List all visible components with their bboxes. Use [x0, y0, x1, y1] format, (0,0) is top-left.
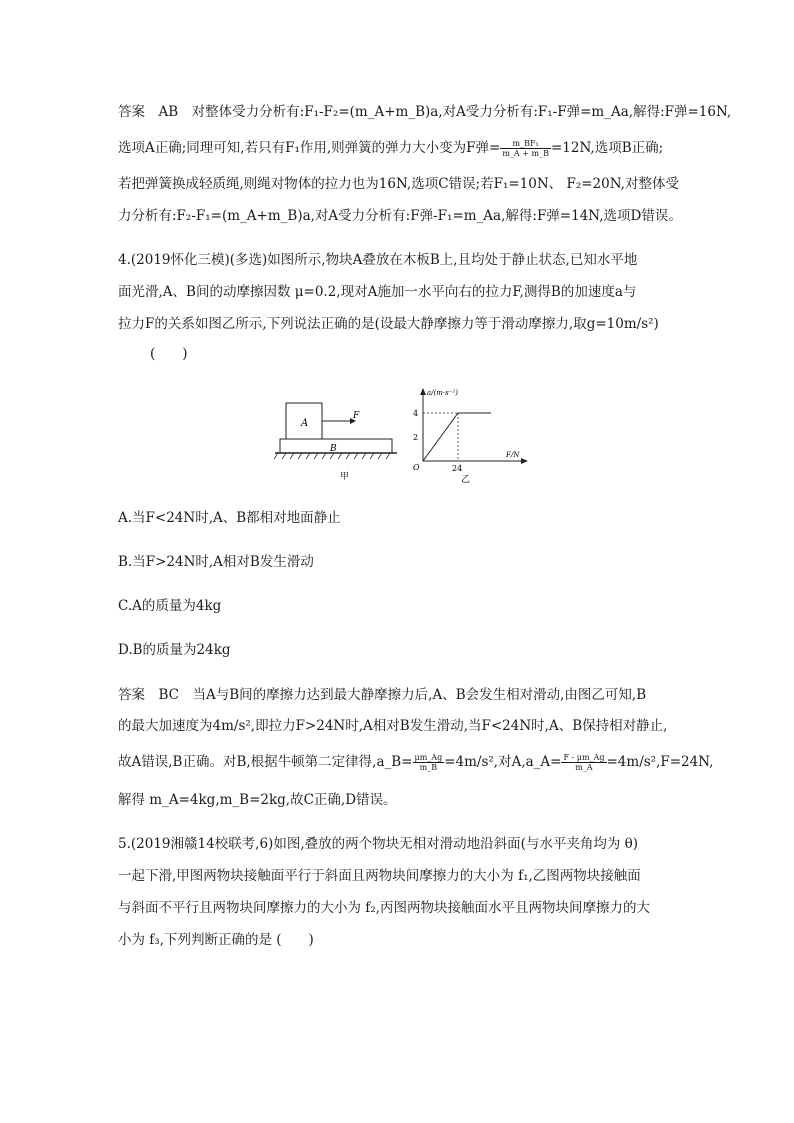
figure-jia-caption: 甲 [340, 472, 350, 482]
x-axis-label: F/N [506, 451, 520, 459]
a-f-curve [423, 413, 491, 461]
answer2-line3-post: =4m/s²,F=24N, [606, 754, 714, 770]
y-arrowhead [420, 388, 426, 395]
q5-line2: 一起下滑,甲图两物块接触面平行于斜面且两物块间摩擦力的大小为 f₁,乙图两物块接触面 [118, 868, 641, 884]
option-a: A.当F<24N时,A、B都相对地面静止 [118, 510, 341, 526]
block-a-label: A [301, 418, 309, 429]
q4-answer-paren: ( ) [150, 346, 188, 362]
q5-line3: 与斜面不平行且两物块间摩擦力的大小为 f₂,丙图两物块接触面水平且两物块间摩擦力的大 [118, 900, 650, 916]
board-b-label: B [330, 444, 337, 454]
answer1-line2-pre: 选项A正确;同理可知,若只有F₁作用,则弹簧的弹力大小变为F弹= [118, 140, 501, 156]
y-axis-label: a/(m·s⁻²) [427, 389, 458, 397]
tick-2: 2 [413, 433, 419, 442]
answer1-line3: 若把弹簧换成轻质绳,则绳对物体的拉力也为16N,选项C错误;若F₁=10N、 F₂=20N,对整体受 [118, 176, 679, 192]
answer2-line3-pre: 故A错误,B正确。对B,根据牛顿第二定律得,a_B= [118, 754, 413, 770]
q4-line3: 拉力F的关系如图乙所示,下列说法正确的是(设最大静摩擦力等于滑动摩擦力,取g=10m/s²) [118, 316, 659, 332]
answer1-line4: 力分析有:F₂-F₁=(m_A+m_B)a,对A受力分析有:F弹-F₁=m_Aa,解得:F弹=14N,选项D错误。 [118, 208, 682, 224]
figure-yi-caption: 乙 [461, 475, 471, 485]
answer2-line3 [118, 752, 713, 772]
acc-a-fraction: $\frac{F - \mu m\_Ag}{m\_A}$ [563, 753, 605, 772]
answer2-line3-mid: =4m/s²,对A,a_A= [444, 754, 562, 770]
figure-jia [270, 395, 400, 485]
tick-4: 4 [413, 409, 419, 418]
answer2-line1: 答案 BC 当A与B间的摩擦力达到最大静摩擦力后,A、B会发生相对滑动,由图乙可知,B [118, 687, 647, 703]
acc-b-fraction: $\frac{\mu m\_Ag}{m\_B}$ [414, 753, 443, 772]
option-b: B.当F>24N时,A相对B发生滑动 [118, 554, 314, 570]
figure-yi [405, 385, 535, 485]
option-d: D.B的质量为24kg [118, 642, 231, 658]
option-c: C.A的质量为4kg [118, 598, 222, 614]
spring-force-fraction: $\frac{\text{m\_BF₁}}{m\_A + m\_B}$ [502, 139, 549, 158]
answer1-line1: 答案 AB 对整体受力分析有:F₁-F₂=(m_A+m_B)a,对A受力分析有:F₁-F弹=m_Aa,解得:F弹=16N, [118, 104, 732, 120]
tick-24: 24 [452, 464, 463, 473]
answer2-line2: 的最大加速度为4m/s²,即拉力F>24N时,A相对B发生滑动,当F<24N时,A、B保持相对静止, [118, 718, 668, 734]
q5-line4: 小为 f₃,下列判断正确的是 ( ) [118, 932, 314, 948]
x-arrowhead [521, 458, 528, 464]
origin-label: O [413, 463, 420, 472]
force-label: F [353, 411, 360, 421]
q4-line2: 面光滑,A、B间的动摩擦因数 μ=0.2,现对A施加一水平向右的拉力F,测得B的加速度a与 [118, 284, 637, 300]
answer1-line2 [118, 138, 663, 158]
answer1-line2-post: =12N,选项B正确; [550, 140, 664, 156]
q5-line1: 5.(2019湘赣14校联考,6)如图,叠放的两个物块无相对滑动地沿斜面(与水平夹角均为 θ) [118, 836, 639, 852]
answer2-line4: 解得 m_A=4kg,m_B=2kg,故C正确,D错误。 [118, 792, 397, 808]
q4-line1: 4.(2019怀化三模)(多选)如图所示,物块A叠放在木板B上,且均处于静止状态,已知水平地 [118, 252, 638, 268]
